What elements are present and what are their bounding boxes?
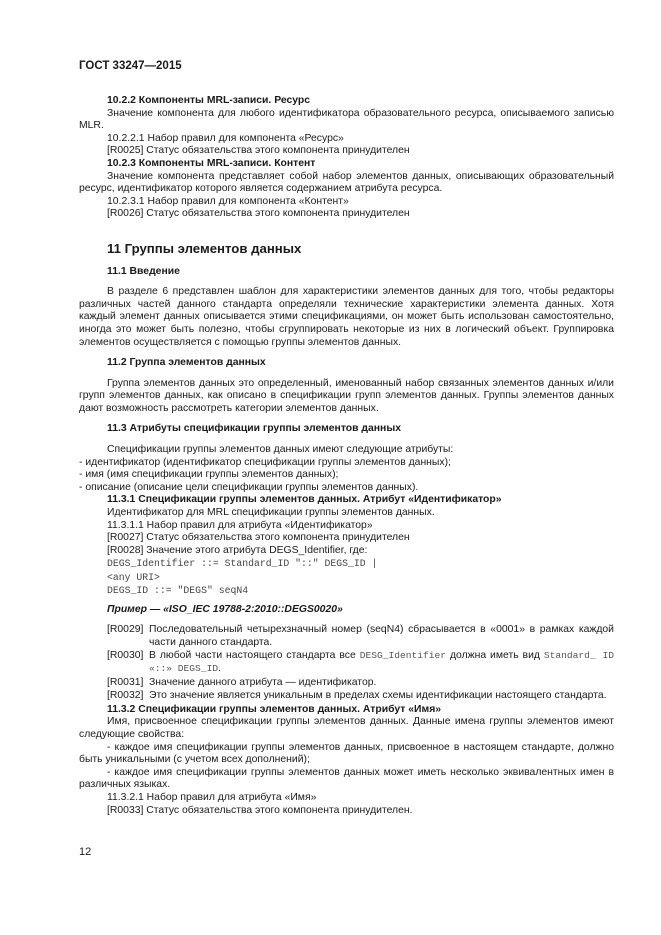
- section-10-2-3-title: 10.2.3 Компоненты MRL-записи. Контент: [107, 157, 316, 169]
- rule-10-2-3-1: 10.2.3.1 Набор правил для компонента «Контент»: [107, 195, 349, 207]
- status-r0027: [R0027] Статус обязательства этого компонента принудителен: [107, 532, 410, 544]
- status-r0026: [R0026] Статус обязательства этого компонента принудителен: [107, 208, 410, 220]
- section-11-1-paragraph: В разделе 6 представлен шаблон для характеристики элементов данных для того, чтобы редакторы различных частей данного стандарта определяли технические характеристики элемента данных. Хотя каждый элемент данных описывается этими спецификациями, он может быть использован самостоятельно, иногда это может быть полезно, чтобы сгруппировать некоторые из них в логический объект. Группировка элементов осуществляется с помощью группы элементов данных.: [79, 286, 614, 348]
- rule-text: Это значение является уникальным в пределах схемы идентификации настоящего стандарта.: [149, 690, 607, 702]
- rule-tag: [R0030]: [107, 650, 144, 662]
- example-note: Пример — «ISO_IEC 19788-2:2010::DEGS0020»: [107, 603, 343, 615]
- code-line: DEGS_ID ::= "DEGS" seqN4: [107, 585, 249, 597]
- section-10-2-3-paragraph: Значение компонента представляет собой набор элементов данных, описывающих образовательный ресурс, идентификатор которого является содержанием атрибута ресурса.: [79, 170, 614, 195]
- rule-tag: [R0032]: [107, 690, 144, 702]
- section-11-3-1-title: 11.3.1 Спецификации группы элементов данных. Атрибут «Идентификатор»: [107, 494, 502, 506]
- list-item: - имя (имя спецификации группы элементов данных);: [79, 469, 339, 481]
- rule-text: [149, 650, 614, 675]
- code-line: <any URI>: [107, 571, 160, 583]
- section-11-title: 11 Группы элементов данных: [107, 240, 302, 256]
- section-11-3-1-line: Идентификатор для MRL спецификации группы элементов данных.: [107, 507, 435, 519]
- rule-11-3-2-1: 11.3.2.1 Набор правил для атрибута «Имя»: [107, 791, 317, 803]
- document-header: ГОСТ 33247—2015: [79, 60, 182, 72]
- list-item: - описание (описание цели спецификации группы элементов данных).: [79, 481, 419, 493]
- rule-r0029: [79, 624, 614, 649]
- section-11-3-title: 11.3 Атрибуты спецификации группы элементов данных: [107, 423, 401, 435]
- rule-r0031: [79, 677, 614, 690]
- rule-tag: [R0029]: [107, 624, 144, 636]
- page-number: 12: [79, 846, 92, 858]
- rule-r0028: [R0028] Значение этого атрибута DEGS_Identifier, где:: [107, 544, 368, 556]
- list-item: - идентификатор (идентификатор спецификации группы элементов данных);: [79, 456, 451, 468]
- list-item: - каждое имя спецификации группы элементов данных может иметь несколько эквивалентных имен в различных языках.: [79, 766, 614, 791]
- code-line: DEGS_Identifier ::= Standard_ID "::" DEGS_ID |: [107, 558, 378, 570]
- rule-text-part: В любой части настоящего стандарта все: [149, 650, 360, 662]
- rule-text-part: .: [218, 663, 221, 674]
- section-10-2-2-paragraph: Значение компонента для любого идентификатора образовательного ресурса, описываемого записью MLR.: [79, 107, 614, 132]
- section-11-2-paragraph: Группа элементов данных это определенный, именованный набор связанных элементов данных и/или групп элементов данных, как описано в спецификации групп элементов данных. Группы элементов данных дают возможность рассмотреть категории элементов данных.: [79, 377, 614, 414]
- rule-10-2-2-1: 10.2.2.1 Набор правил для компонента «Ресурс»: [107, 132, 344, 144]
- rule-tag: [R0031]: [107, 676, 144, 688]
- inline-code: Standard_ ID «::» DEGS_ID: [149, 650, 614, 674]
- rule-text: Последовательный четырехзначный номер (seqN4) сбрасывается в «0001» в рамках каждой части данного стандарта.: [149, 624, 614, 648]
- rule-r0030: [79, 650, 614, 675]
- section-11-1-title: 11.1 Введение: [107, 265, 180, 277]
- section-11-3-2-title: 11.3.2 Спецификации группы элементов данных. Атрибут «Имя»: [107, 703, 442, 715]
- section-11-2-title: 11.2 Группа элементов данных: [107, 357, 266, 369]
- status-r0033: [R0033] Статус обязательства этого компонента принудителен.: [107, 804, 413, 816]
- list-item: - каждое имя спецификации группы элементов данных, присвоенное в настоящем стандарте, должно быть уникальными (с учетом всех дополнений);: [79, 741, 614, 766]
- page-content: [79, 95, 614, 817]
- rule-text: Значение данного атрибута — идентификатор.: [149, 676, 377, 688]
- section-11-3-2-paragraph: Имя, присвоенное спецификации группы элементов данных. Данные имена группы элементов имеют следующие свойства:: [79, 716, 614, 740]
- rule-text-part: должна иметь вид: [446, 650, 544, 662]
- section-10-2-2-title: 10.2.2 Компоненты MRL-записи. Ресурс: [107, 95, 311, 106]
- section-11-3-intro: Спецификации группы элементов данных имеют следующие атрибуты:: [107, 444, 454, 456]
- rule-r0032: [79, 690, 614, 703]
- inline-code: DESG_Identifier: [359, 650, 447, 662]
- status-r0025: [R0025] Статус обязательства этого компонента принудителен: [107, 145, 410, 157]
- rule-11-3-1-1: 11.3.1.1 Набор правил для атрибута «Идентификатор»: [107, 519, 373, 531]
